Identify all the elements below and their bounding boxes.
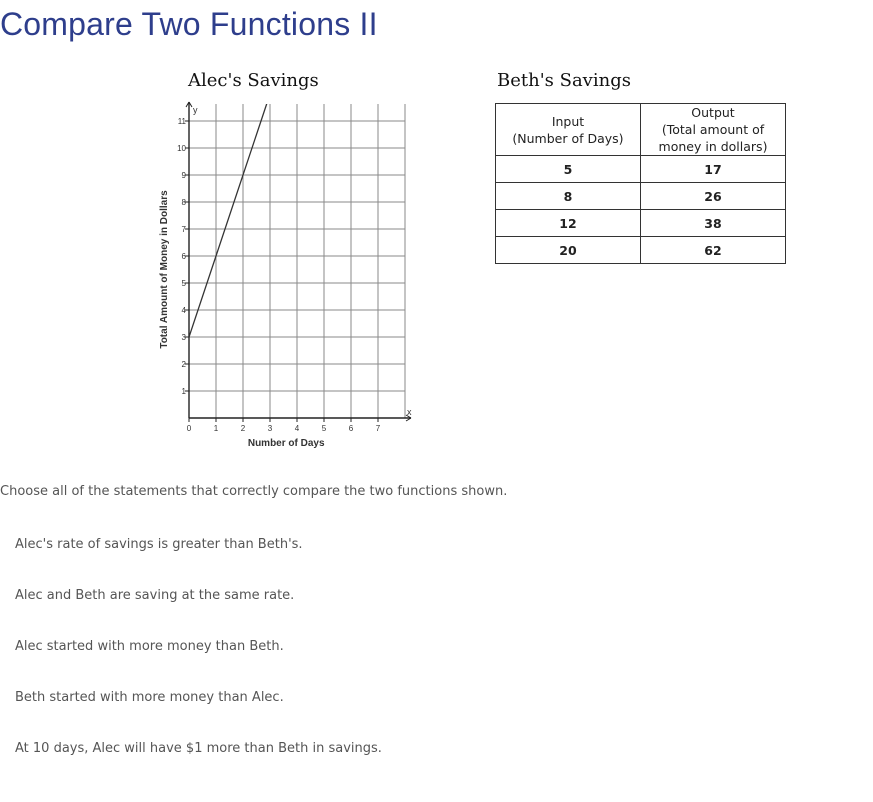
y-axis-title: Total Amount of Money in Dollars (159, 190, 170, 349)
output-cell: 38 (641, 210, 786, 237)
y-axis-letter: y (193, 105, 198, 115)
choice-option-1[interactable]: Alec's rate of savings is greater than Beth's. (15, 537, 303, 552)
output-cell: 17 (641, 156, 786, 183)
header-line: money in dollars) (658, 139, 768, 154)
x-tick-label: 6 (348, 424, 354, 433)
series-line (189, 102, 267, 337)
input-cell: 5 (496, 156, 641, 183)
output-cell: 62 (641, 237, 786, 264)
alec-chart-title: Alec's Savings (188, 70, 319, 91)
header-line: Output (691, 105, 735, 120)
choice-option-5[interactable]: At 10 days, Alec will have $1 more than Beth in savings. (15, 741, 382, 756)
x-tick-label: 1 (213, 424, 219, 433)
x-tick-label: 7 (375, 424, 381, 433)
input-cell: 12 (496, 210, 641, 237)
choice-option-3[interactable]: Alec started with more money than Beth. (15, 639, 284, 654)
input-cell: 20 (496, 237, 641, 264)
choice-option-4[interactable]: Beth started with more money than Alec. (15, 690, 284, 705)
y-tick-label: 5 (181, 279, 186, 288)
table-row (496, 183, 786, 210)
question-prompt: Choose all of the statements that correctly compare the two functions shown. (0, 484, 508, 499)
x-tick-label: 5 (321, 424, 327, 433)
table-header-input (496, 104, 641, 156)
y-tick-label: 11 (177, 117, 186, 126)
y-tick-label: 10 (177, 144, 186, 153)
y-tick-label: 8 (181, 198, 186, 207)
table-row (496, 156, 786, 183)
y-tick-label: 1 (181, 387, 186, 396)
y-tick-label: 2 (181, 360, 186, 369)
choice-option-2[interactable]: Alec and Beth are saving at the same rate. (15, 588, 295, 603)
x-tick-label: 3 (267, 424, 273, 433)
table-header-output (641, 104, 786, 156)
header-line: (Total amount of (661, 122, 765, 137)
beth-table-title: Beth's Savings (497, 70, 631, 91)
x-tick-label: 2 (240, 424, 246, 433)
input-cell: 8 (496, 183, 641, 210)
y-tick-label: 6 (181, 252, 186, 261)
x-axis-letter: x (407, 407, 412, 417)
header-line: (Number of Days) (512, 130, 624, 146)
header-line: Input (551, 113, 585, 129)
page-title: Compare Two Functions II (0, 6, 378, 42)
beth-savings-table (495, 103, 786, 264)
y-tick-label: 9 (181, 171, 186, 180)
x-tick-label: 4 (294, 424, 300, 433)
y-tick-label: 3 (181, 333, 186, 342)
table-row (496, 237, 786, 264)
y-tick-label: 4 (181, 306, 186, 315)
x-axis-title: Number of Days (247, 438, 325, 449)
alec-savings-chart (150, 96, 420, 456)
table-row (496, 210, 786, 237)
y-tick-label: 7 (181, 225, 186, 234)
x-tick-label: 0 (186, 424, 192, 433)
output-cell: 26 (641, 183, 786, 210)
